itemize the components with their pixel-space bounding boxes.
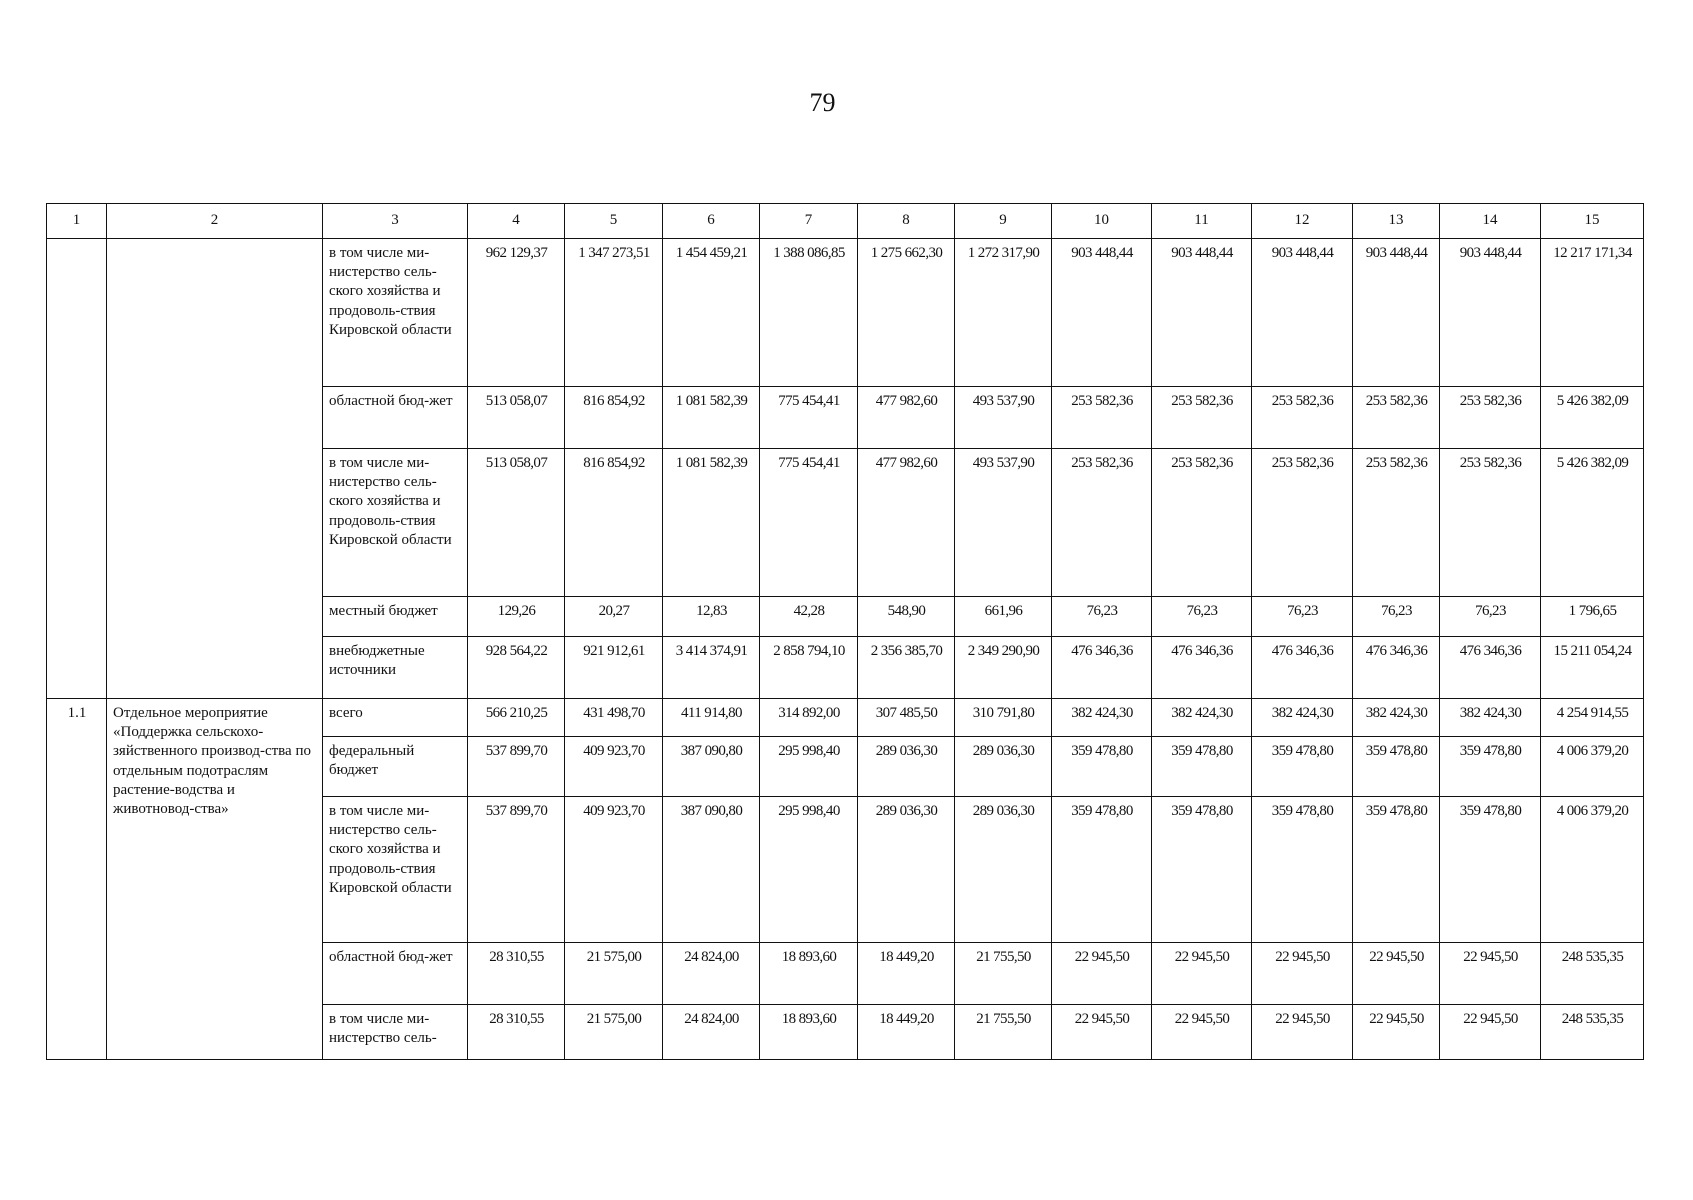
amount-cell: 295 998,40 (760, 737, 858, 797)
table-body (47, 239, 1644, 1060)
funding-source-cell: в том числе ми-нистерство сель- (323, 1005, 468, 1060)
amount-cell: 382 424,30 (1152, 699, 1252, 737)
amount-cell: 253 582,36 (1440, 387, 1541, 449)
amount-cell: 903 448,44 (1440, 239, 1541, 387)
header-row (47, 204, 1644, 239)
funding-source-cell: в том числе ми-нистерство сель-ского хозяйства и продоволь-ствия Кировской области (323, 797, 468, 943)
amount-cell: 21 575,00 (565, 1005, 663, 1060)
amount-cell: 477 982,60 (858, 449, 955, 597)
amount-cell: 253 582,36 (1252, 387, 1353, 449)
column-header: 2 (107, 204, 323, 239)
column-header: 4 (468, 204, 565, 239)
amount-cell: 289 036,30 (858, 797, 955, 943)
amount-cell: 21 755,50 (955, 1005, 1052, 1060)
column-header: 13 (1353, 204, 1440, 239)
amount-cell: 22 945,50 (1052, 943, 1152, 1005)
amount-cell: 21 575,00 (565, 943, 663, 1005)
amount-cell: 359 478,80 (1252, 737, 1353, 797)
measure-name-cell (107, 239, 323, 699)
amount-cell: 359 478,80 (1440, 797, 1541, 943)
amount-cell: 5 426 382,09 (1541, 387, 1644, 449)
amount-cell: 411 914,80 (663, 699, 760, 737)
column-header: 14 (1440, 204, 1541, 239)
amount-cell: 359 478,80 (1052, 737, 1152, 797)
amount-cell: 903 448,44 (1152, 239, 1252, 387)
row-index-cell: 1.1 (47, 699, 107, 1060)
funding-source-cell: внебюджетные источники (323, 637, 468, 699)
amount-cell: 253 582,36 (1353, 387, 1440, 449)
column-header: 7 (760, 204, 858, 239)
funding-source-cell: местный бюджет (323, 597, 468, 637)
amount-cell: 1 796,65 (1541, 597, 1644, 637)
amount-cell: 359 478,80 (1440, 737, 1541, 797)
amount-cell: 816 854,92 (565, 387, 663, 449)
amount-cell: 253 582,36 (1252, 449, 1353, 597)
amount-cell: 22 945,50 (1252, 943, 1353, 1005)
funding-source-cell: в том числе ми-нистерство сель-ского хозяйства и продоволь-ствия Кировской области (323, 449, 468, 597)
amount-cell: 22 945,50 (1353, 943, 1440, 1005)
amount-cell: 12,83 (663, 597, 760, 637)
funding-source-cell: федеральный бюджет (323, 737, 468, 797)
amount-cell: 22 945,50 (1440, 1005, 1541, 1060)
amount-cell: 1 388 086,85 (760, 239, 858, 387)
budget-table (46, 203, 1644, 1060)
column-header: 8 (858, 204, 955, 239)
column-header: 10 (1052, 204, 1152, 239)
row-index-cell (47, 239, 107, 699)
amount-cell: 24 824,00 (663, 943, 760, 1005)
amount-cell: 253 582,36 (1440, 449, 1541, 597)
amount-cell: 962 129,37 (468, 239, 565, 387)
amount-cell: 513 058,07 (468, 449, 565, 597)
amount-cell: 387 090,80 (663, 737, 760, 797)
amount-cell: 1 347 273,51 (565, 239, 663, 387)
column-header: 11 (1152, 204, 1252, 239)
amount-cell: 18 449,20 (858, 1005, 955, 1060)
amount-cell: 387 090,80 (663, 797, 760, 943)
amount-cell: 4 006 379,20 (1541, 797, 1644, 943)
amount-cell: 382 424,30 (1252, 699, 1353, 737)
amount-cell: 382 424,30 (1440, 699, 1541, 737)
amount-cell: 476 346,36 (1440, 637, 1541, 699)
amount-cell: 1 081 582,39 (663, 387, 760, 449)
amount-cell: 4 006 379,20 (1541, 737, 1644, 797)
amount-cell: 359 478,80 (1353, 737, 1440, 797)
column-header: 3 (323, 204, 468, 239)
table-row (47, 699, 1644, 737)
amount-cell: 359 478,80 (1152, 797, 1252, 943)
amount-cell: 295 998,40 (760, 797, 858, 943)
amount-cell: 431 498,70 (565, 699, 663, 737)
column-header: 12 (1252, 204, 1353, 239)
amount-cell: 476 346,36 (1252, 637, 1353, 699)
amount-cell: 493 537,90 (955, 387, 1052, 449)
amount-cell: 359 478,80 (1152, 737, 1252, 797)
funding-source-cell: всего (323, 699, 468, 737)
amount-cell: 928 564,22 (468, 637, 565, 699)
amount-cell: 477 982,60 (858, 387, 955, 449)
amount-cell: 409 923,70 (565, 797, 663, 943)
amount-cell: 903 448,44 (1252, 239, 1353, 387)
amount-cell: 310 791,80 (955, 699, 1052, 737)
amount-cell: 816 854,92 (565, 449, 663, 597)
amount-cell: 1 275 662,30 (858, 239, 955, 387)
amount-cell: 253 582,36 (1152, 387, 1252, 449)
amount-cell: 12 217 171,34 (1541, 239, 1644, 387)
amount-cell: 661,96 (955, 597, 1052, 637)
amount-cell: 476 346,36 (1353, 637, 1440, 699)
amount-cell: 382 424,30 (1353, 699, 1440, 737)
amount-cell: 903 448,44 (1353, 239, 1440, 387)
amount-cell: 18 449,20 (858, 943, 955, 1005)
amount-cell: 359 478,80 (1052, 797, 1152, 943)
amount-cell: 15 211 054,24 (1541, 637, 1644, 699)
amount-cell: 548,90 (858, 597, 955, 637)
amount-cell: 22 945,50 (1152, 1005, 1252, 1060)
amount-cell: 18 893,60 (760, 1005, 858, 1060)
amount-cell: 76,23 (1052, 597, 1152, 637)
amount-cell: 382 424,30 (1052, 699, 1152, 737)
amount-cell: 20,27 (565, 597, 663, 637)
amount-cell: 4 254 914,55 (1541, 699, 1644, 737)
amount-cell: 1 454 459,21 (663, 239, 760, 387)
amount-cell: 253 582,36 (1052, 387, 1152, 449)
amount-cell: 42,28 (760, 597, 858, 637)
amount-cell: 248 535,35 (1541, 943, 1644, 1005)
amount-cell: 289 036,30 (955, 797, 1052, 943)
amount-cell: 307 485,50 (858, 699, 955, 737)
column-header: 6 (663, 204, 760, 239)
amount-cell: 22 945,50 (1440, 943, 1541, 1005)
amount-cell: 2 356 385,70 (858, 637, 955, 699)
amount-cell: 248 535,35 (1541, 1005, 1644, 1060)
column-header: 9 (955, 204, 1052, 239)
amount-cell: 253 582,36 (1152, 449, 1252, 597)
funding-source-cell: областной бюд-жет (323, 387, 468, 449)
amount-cell: 921 912,61 (565, 637, 663, 699)
amount-cell: 537 899,70 (468, 797, 565, 943)
amount-cell: 24 824,00 (663, 1005, 760, 1060)
amount-cell: 476 346,36 (1152, 637, 1252, 699)
amount-cell: 76,23 (1252, 597, 1353, 637)
amount-cell: 775 454,41 (760, 449, 858, 597)
amount-cell: 1 081 582,39 (663, 449, 760, 597)
amount-cell: 28 310,55 (468, 1005, 565, 1060)
amount-cell: 76,23 (1353, 597, 1440, 637)
funding-source-cell: в том числе ми-нистерство сель-ского хозяйства и продоволь-ствия Кировской области (323, 239, 468, 387)
amount-cell: 775 454,41 (760, 387, 858, 449)
funding-source-cell: областной бюд-жет (323, 943, 468, 1005)
amount-cell: 21 755,50 (955, 943, 1052, 1005)
amount-cell: 76,23 (1152, 597, 1252, 637)
amount-cell: 129,26 (468, 597, 565, 637)
amount-cell: 253 582,36 (1353, 449, 1440, 597)
amount-cell: 22 945,50 (1353, 1005, 1440, 1060)
page-number: 79 (809, 88, 836, 117)
amount-cell: 76,23 (1440, 597, 1541, 637)
amount-cell: 493 537,90 (955, 449, 1052, 597)
amount-cell: 18 893,60 (760, 943, 858, 1005)
amount-cell: 2 349 290,90 (955, 637, 1052, 699)
amount-cell: 289 036,30 (858, 737, 955, 797)
amount-cell: 1 272 317,90 (955, 239, 1052, 387)
amount-cell: 359 478,80 (1353, 797, 1440, 943)
column-header: 5 (565, 204, 663, 239)
amount-cell: 513 058,07 (468, 387, 565, 449)
amount-cell: 253 582,36 (1052, 449, 1152, 597)
column-header: 15 (1541, 204, 1644, 239)
amount-cell: 476 346,36 (1052, 637, 1152, 699)
amount-cell: 359 478,80 (1252, 797, 1353, 943)
amount-cell: 566 210,25 (468, 699, 565, 737)
measure-name-cell: Отдельное мероприятие «Поддержка сельскохо-зяйственного производ-ства по отдельным подотраслям растение-водства и животновод-ства» (107, 699, 323, 1060)
amount-cell: 289 036,30 (955, 737, 1052, 797)
amount-cell: 314 892,00 (760, 699, 858, 737)
amount-cell: 28 310,55 (468, 943, 565, 1005)
table-row (47, 239, 1644, 387)
column-header: 1 (47, 204, 107, 239)
amount-cell: 22 945,50 (1252, 1005, 1353, 1060)
amount-cell: 2 858 794,10 (760, 637, 858, 699)
amount-cell: 22 945,50 (1052, 1005, 1152, 1060)
amount-cell: 409 923,70 (565, 737, 663, 797)
amount-cell: 3 414 374,91 (663, 637, 760, 699)
amount-cell: 537 899,70 (468, 737, 565, 797)
amount-cell: 5 426 382,09 (1541, 449, 1644, 597)
amount-cell: 22 945,50 (1152, 943, 1252, 1005)
amount-cell: 903 448,44 (1052, 239, 1152, 387)
